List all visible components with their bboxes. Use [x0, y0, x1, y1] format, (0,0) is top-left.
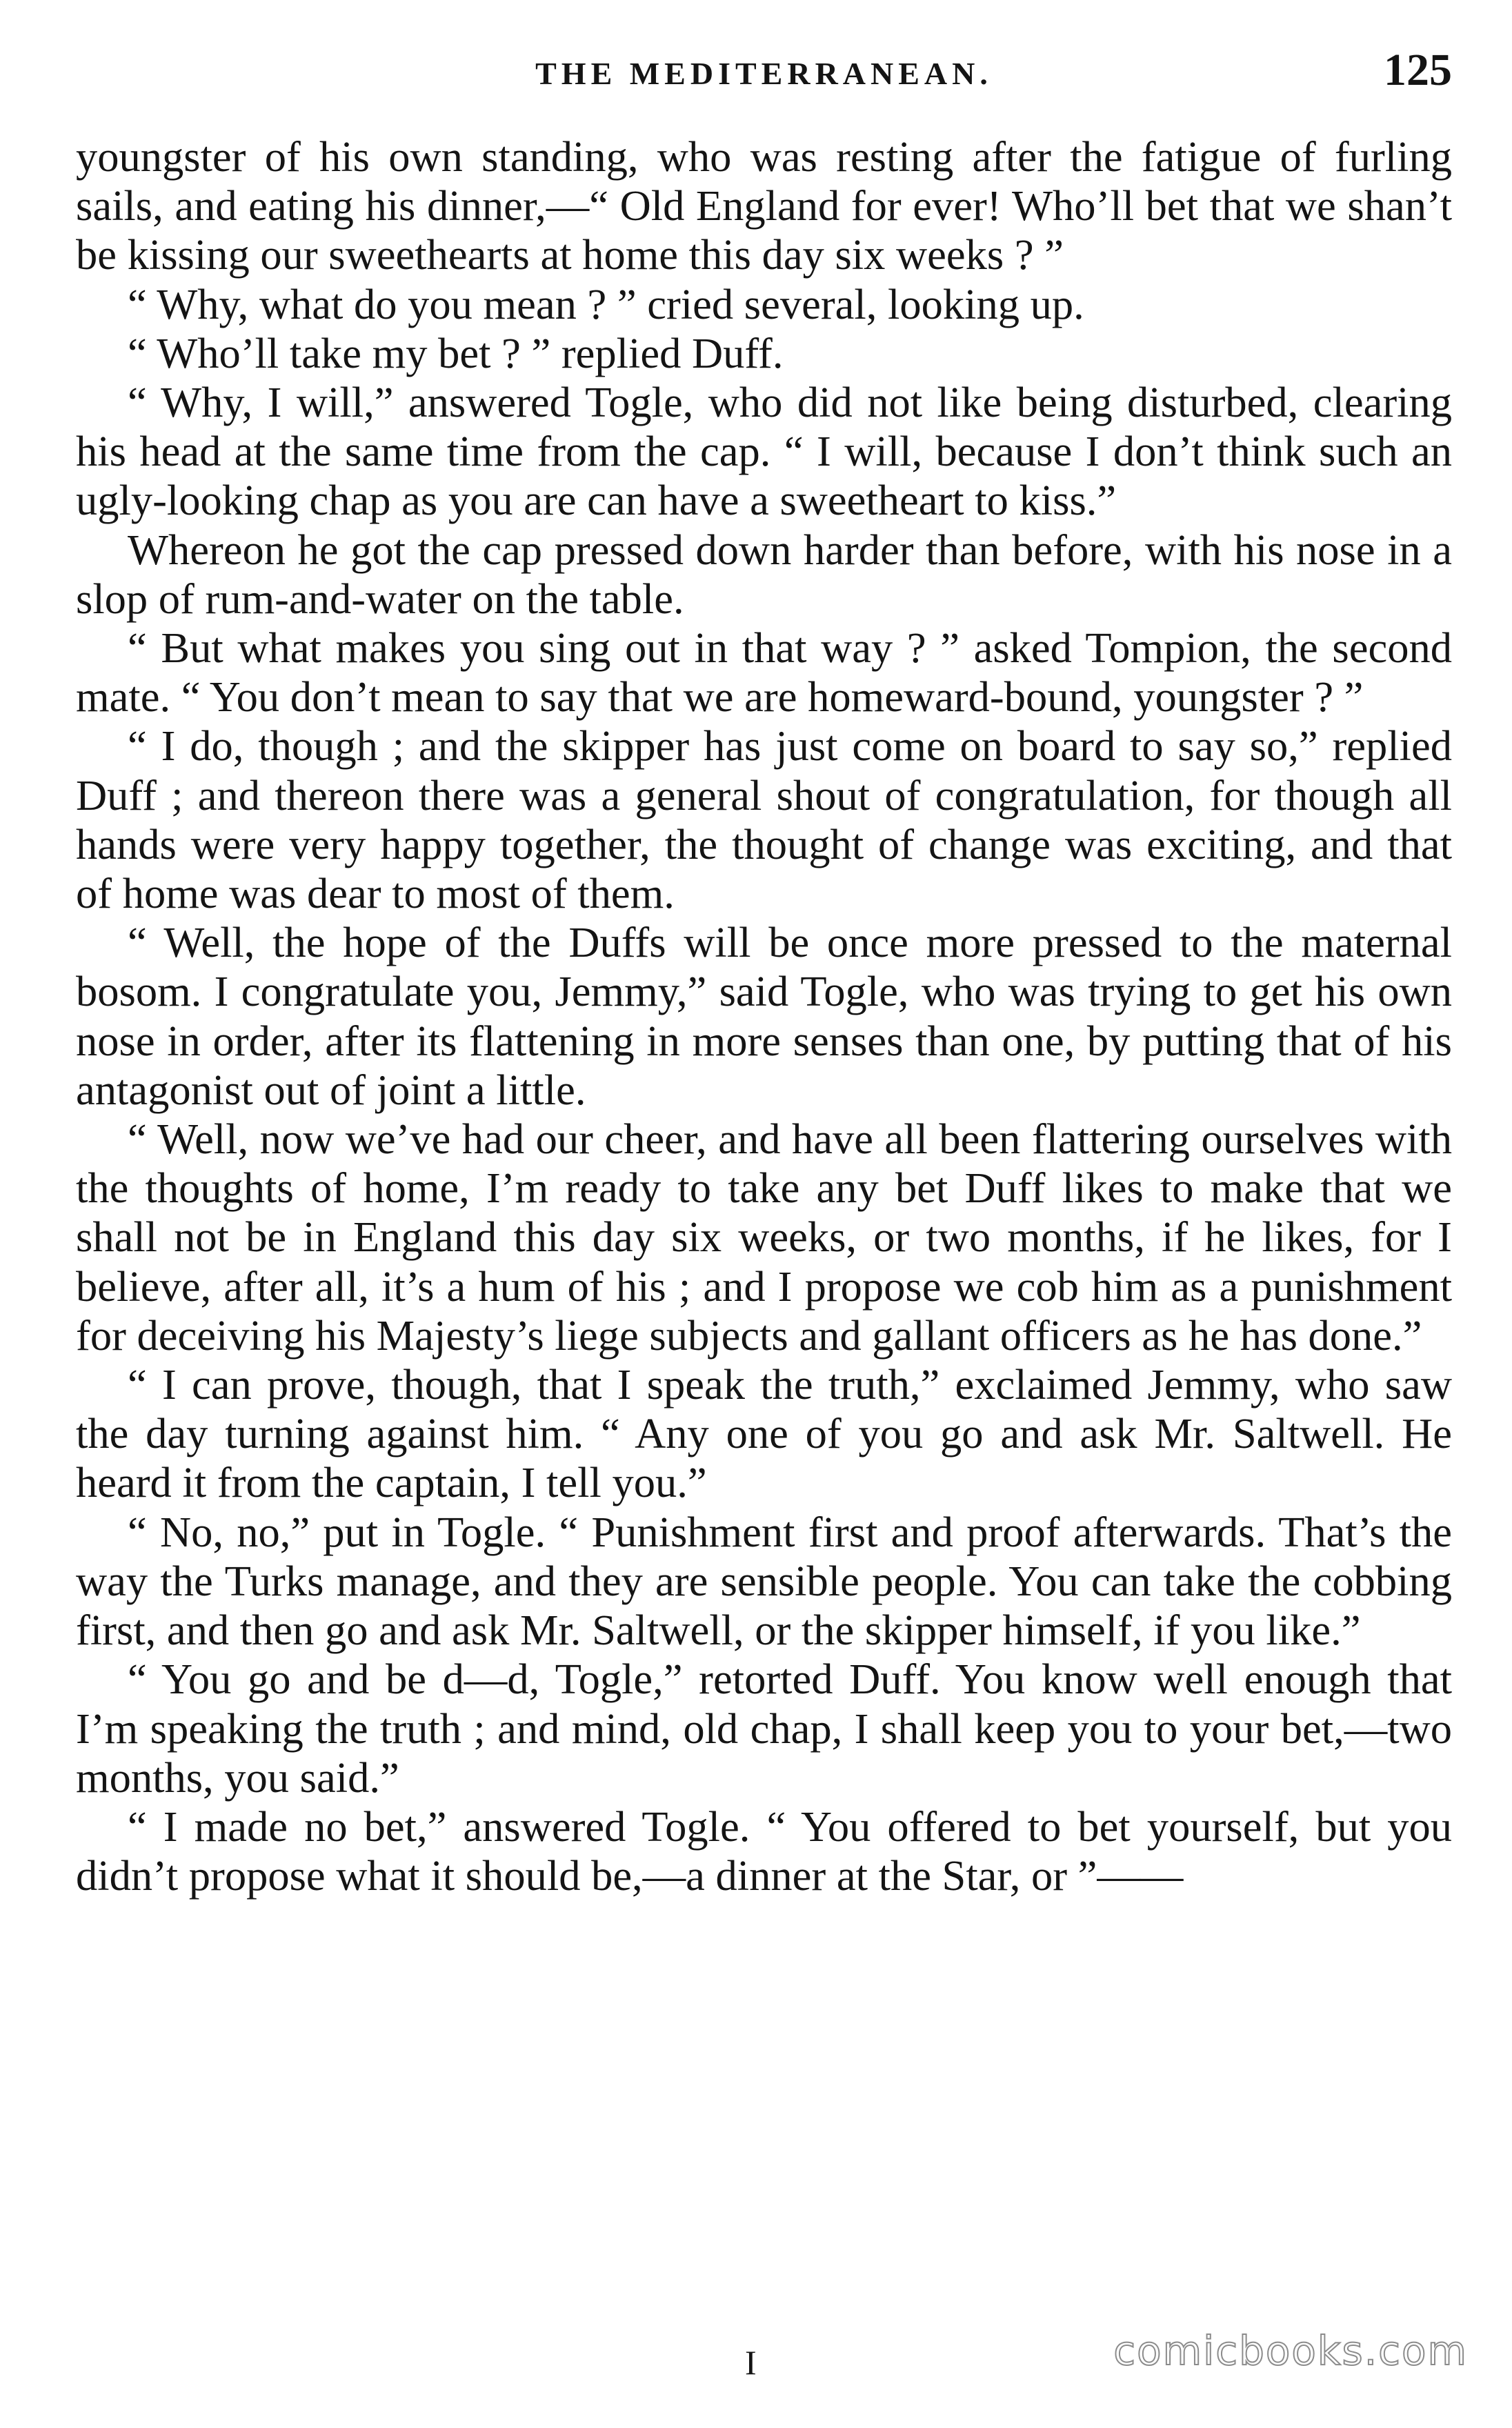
paragraph: “ No, no,” put in Togle. “ Punishment first and proof afterwards. That’s the way the Turks manage, and they are sensible people. You can take the cobbing first, and then go and ask Mr. Saltwell, or the skipper himself, if you like.” — [76, 1507, 1452, 1655]
paragraph: “ But what makes you sing out in that way ? ” asked Tompion, the second mate. “ You don’t mean to say that we are homeward-bound, youngster ? ” — [76, 624, 1452, 722]
running-title: THE MEDITERRANEAN. — [535, 56, 993, 91]
paragraph: “ Who’ll take my bet ? ” replied Duff. — [128, 328, 784, 377]
paragraph: “ Well, now we’ve had our cheer, and have all been flattering ourselves with the thoughts of home, I’m ready to take any bet Duff likes to make that we shall not be in England this day six weeks, or two months, if he likes, for I believe, after all, it’s a hum of his ; and I propose we cob him as a punishment for deceiving his Majesty’s liege subjects and gallant officers as he has done.” — [76, 1115, 1452, 1360]
page-number: 125 — [1384, 45, 1452, 95]
body-text — [76, 132, 1452, 1900]
paragraph: “ I can prove, though, that I speak the truth,” exclaimed Jemmy, who saw the day turning against him. “ Any one of you go and ask Mr. Saltwell. He heard it from the captain, I tell you.” — [76, 1360, 1452, 1507]
paragraph: “ Well, the hope of the Duffs will be once more pressed to the maternal bosom. I congratulate you, Jemmy,” said Togle, who was trying to get his own nose in order, after its flattening in more senses than one, by putting that of his antagonist out of joint a little. — [76, 918, 1452, 1114]
paragraph: “ I made no bet,” answered Togle. “ You offered to bet yourself, but you didn’t propose what it should be,—a dinner at the Star, or ”—— — [76, 1802, 1452, 1900]
paragraph: “ Why, what do you mean ? ” cried several, looking up. — [128, 279, 1084, 328]
signature-mark: I — [745, 2343, 757, 2382]
paragraph: Whereon he got the cap pressed down harder than before, with his nose in a slop of rum-and-water on the table. — [76, 525, 1452, 623]
running-head — [76, 36, 1452, 105]
paragraph: youngster of his own standing, who was resting after the fatigue of furling sails, and eating his dinner,—“ Old England for ever! Who’ll bet that we shan’t be kissing our sweethearts at home this day six weeks ? ” — [76, 132, 1452, 279]
paragraph: “ Why, I will,” answered Togle, who did not like being disturbed, clearing his head at the same time from the cap. “ I will, because I don’t think such an ugly-looking chap as you are can have a sweetheart to kiss.” — [76, 378, 1452, 525]
paragraph: “ You go and be d—d, Togle,” retorted Duff. You know well enough that I’m speaking the truth ; and mind, old chap, I shall keep you to your bet,—two months, you said.” — [76, 1655, 1452, 1802]
watermark: comicbooks.com — [1113, 2327, 1468, 2374]
paragraph: “ I do, though ; and the skipper has just come on board to say so,” replied Duff ; and thereon there was a general shout of congratulation, for though all hands were very happy together, the thought of change was exciting, and that of home was dear to most of them. — [76, 722, 1452, 918]
